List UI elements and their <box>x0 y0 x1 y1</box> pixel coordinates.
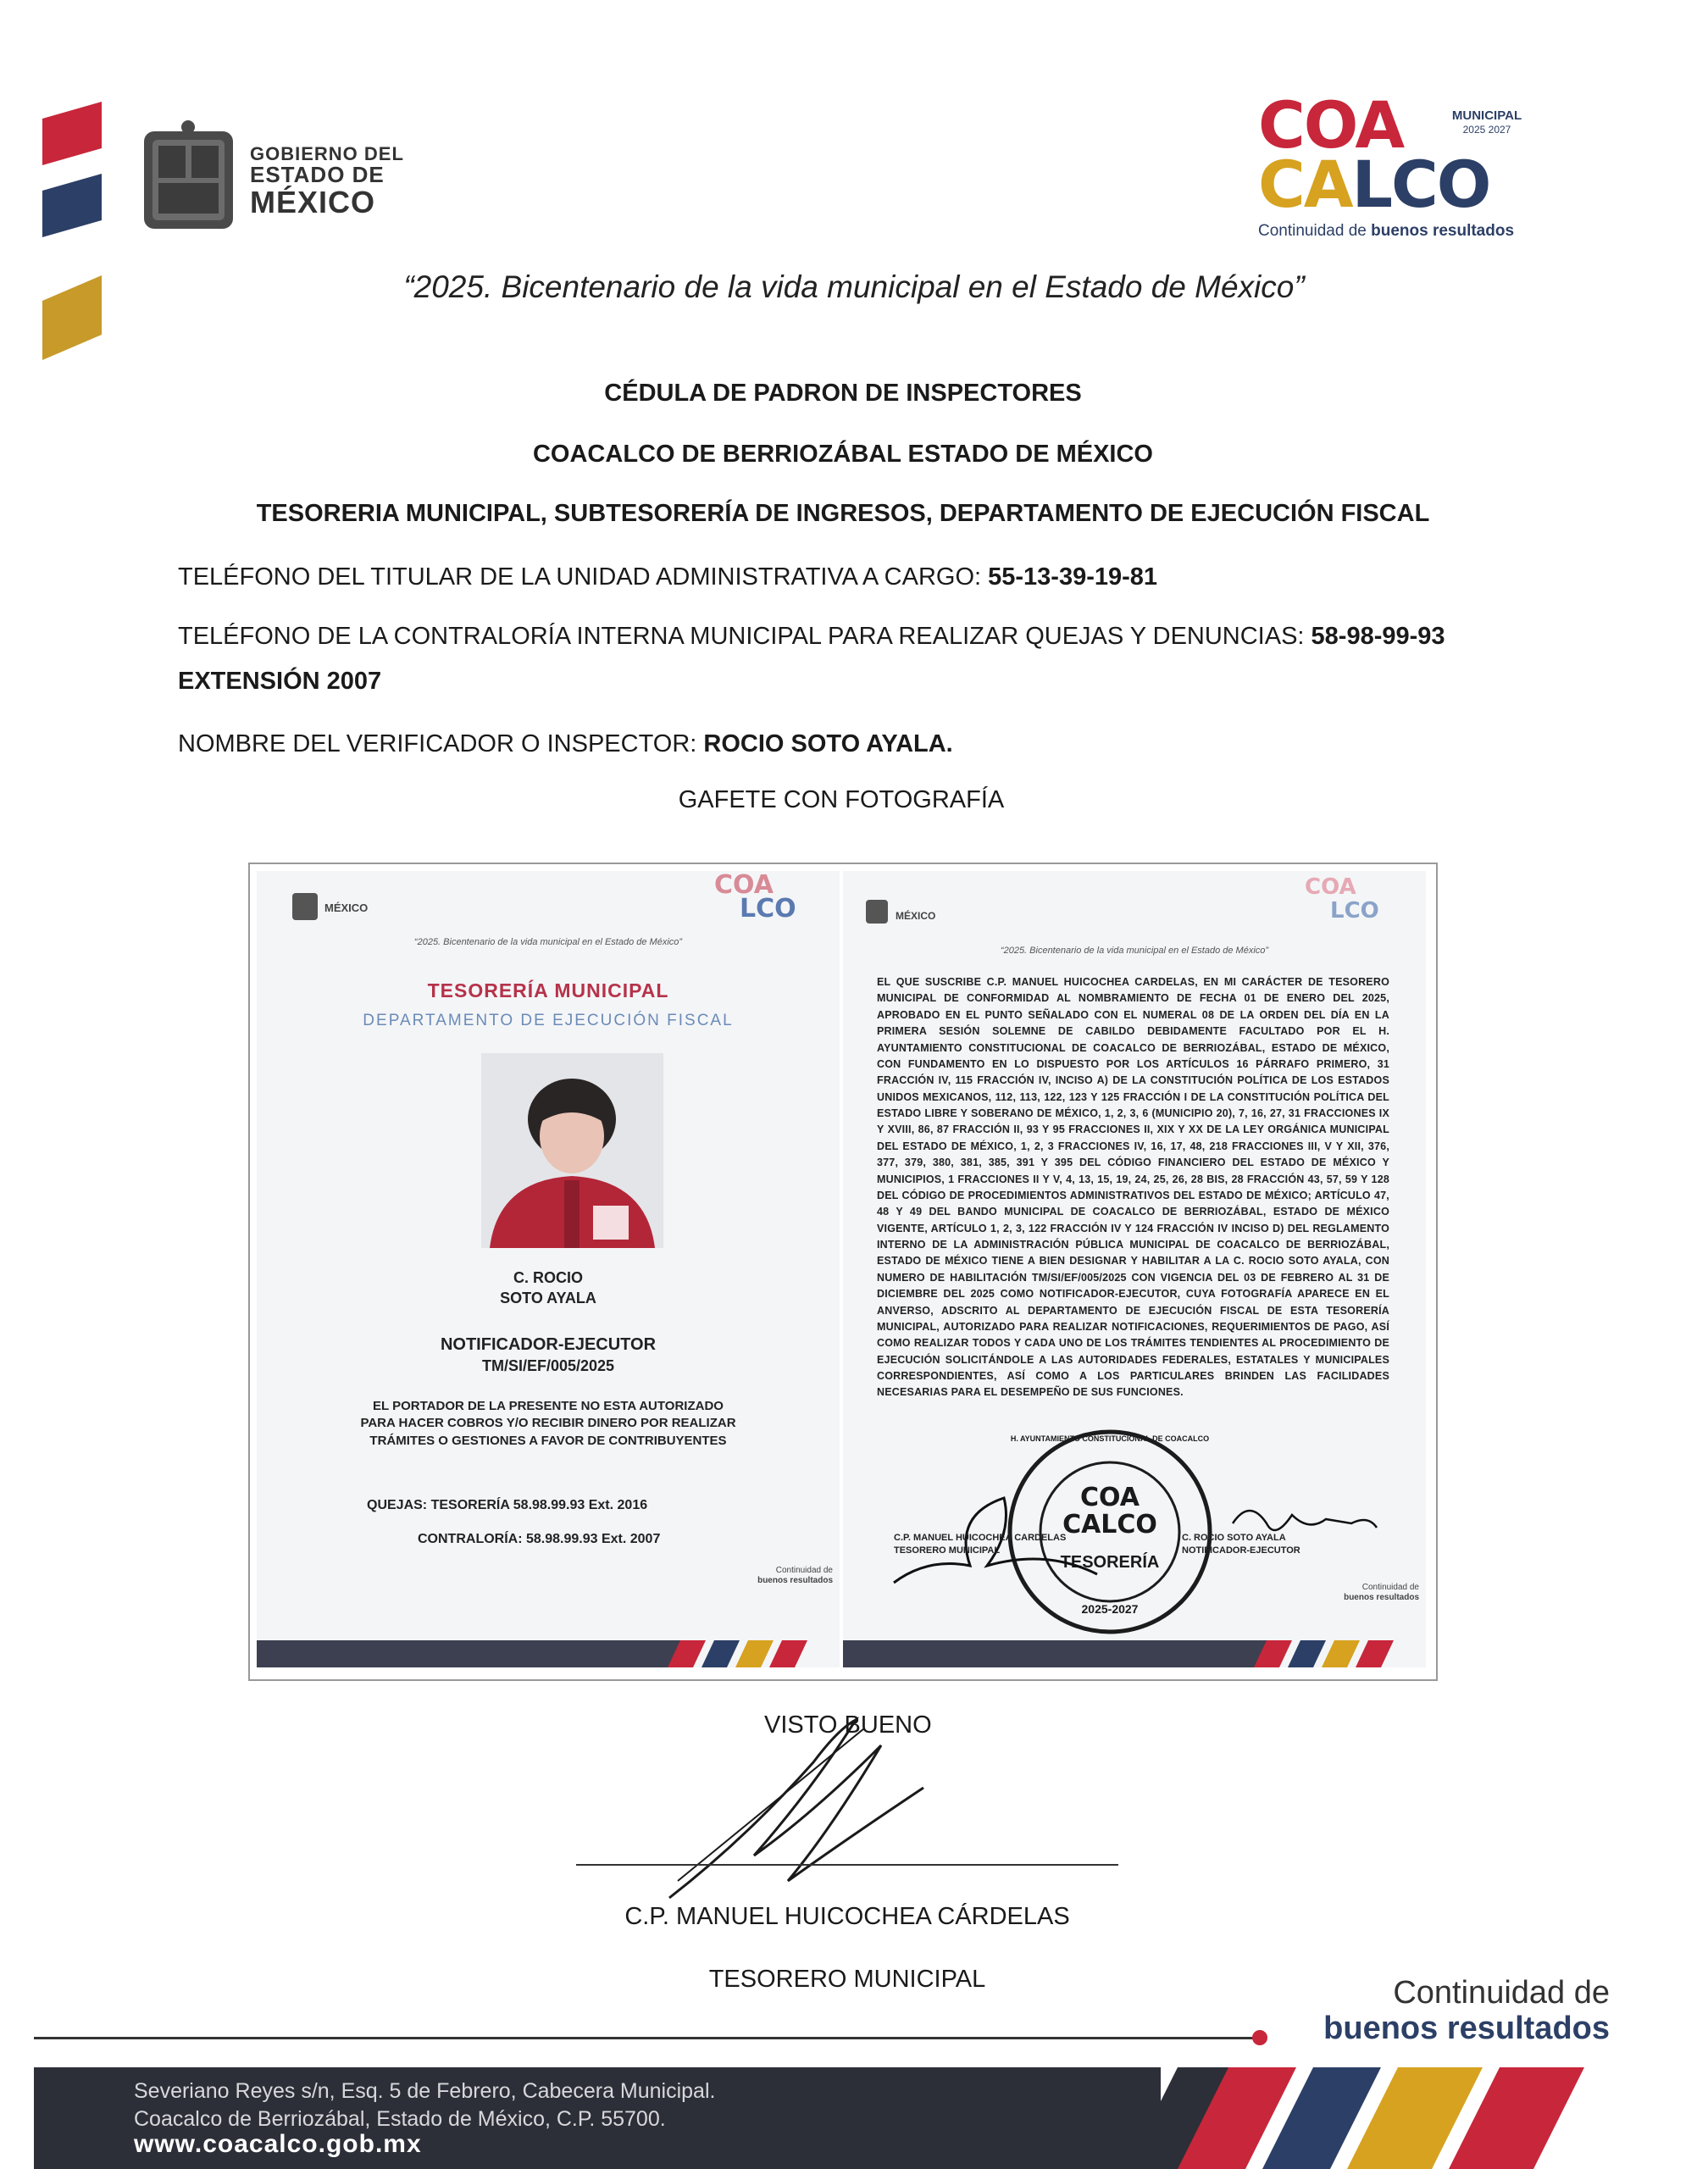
phone-contraloria-label: TELÉFONO DE LA CONTRALORÍA INTERNA MUNICIPAL PARA REALIZAR QUEJAS Y DENUNCIAS: <box>178 623 1312 650</box>
coa-logo-row1: COA <box>1258 87 1404 163</box>
left-strip-navy <box>42 174 102 241</box>
signature-line <box>576 1864 1118 1866</box>
gov-logo <box>140 119 411 237</box>
card-back-signer-left2: TESORERO MUNICIPAL <box>894 1545 1001 1556</box>
card-front-notice: EL PORTADOR DE LA PRESENTE NO ESTA AUTORIZADO PARA HACER COBROS Y/O RECIBIR DINERO POR REALIZAR TRÁMITES O GESTIONES A FAVOR DE CONTRIBUYENTES <box>360 1399 736 1448</box>
bicentenario-motto: “2025. Bicentenario de la vida municipal en el Estado de México” <box>403 269 1305 304</box>
inspector-label: NOMBRE DEL VERIFICADOR O INSPECTOR: <box>178 730 704 757</box>
card-front-quejas: QUEJAS: TESORERÍA 58.98.99.93 Ext. 2016 <box>367 1498 648 1512</box>
card-front-contraloria: CONTRALORÍA: 58.98.99.93 Ext. 2007 <box>418 1532 661 1546</box>
phone-titular-line <box>178 563 1157 591</box>
card-back-bottom-strip <box>843 1635 1426 1667</box>
doc-title-1: CÉDULA DE PADRON DE INSPECTORES <box>604 380 1082 407</box>
footer-rule <box>34 2037 1254 2039</box>
card-front-name1: C. ROCIO <box>513 1269 583 1286</box>
gov-line2: ESTADO DE <box>250 162 385 188</box>
card-front-tag1: Continuidad de <box>775 1566 833 1575</box>
seal-calco: CALCO <box>1062 1510 1157 1539</box>
phone-contraloria-line <box>178 623 1445 651</box>
card-front-coa2: LCO <box>740 894 796 924</box>
card-back-body: EL QUE SUSCRIBE C.P. MANUEL HUICOCHEA CARDELAS, EN MI CARÁCTER DE TESORERO MUNICIPAL DE CONFORMIDAD AL NOMBRAMIENTO DE FECHA 01 DE ENERO DEL 2025, APROBADO EN EL PUNTO SEÑALADO CON EL NUMERAL 08 DE LA ORDEN DEL DÍA EN LA PRIMERA SESIÓN SOLEMNE DE CABILDO DEBIDAMENTE FACULTADO POR EL H. AYUNTAMIENTO CONSTITUCIONAL DE COACALCO DE BERRIOZÁBAL, ESTADO DE MÉXICO, CON FUNDAMENTO EN LO DISPUESTO POR LOS ARTÍCULOS 16 PÁRRAFO PRIMERO, 31 FRACCIÓN IV, 115 FRACCIÓN IV, INCISO A) DE LA CONSTITUCIÓN POLÍTICA DE LOS ESTADOS UNIDOS MEXICANOS, 112, 113, 122, 123 Y 125 FRACCIÓN I DE LA CONSTITUCIÓN POLÍTICA DEL ESTADO LIBRE Y SOBERANO DE MÉXICO, 1, 2, 3, 6 (MUNICIPIO 20), 7, 16, 27, 31 FRACCIONES IX Y XVIII, 86, 87 FRACCIÓN II, 93 Y 95 FRACCIONES II, XIX Y XX DE LA LEY ORGÁNICA MUNICIPAL DEL ESTADO DE MÉXICO, 1, 2, 3 FRACCIONES IV, 16, 17, 48, 218 FRACCIONES III, V Y XII, 376, 377, 379, 380, 381, 385, 391 Y 395 DEL CÓDIGO FINANCIERO DEL ESTADO DE MÉXICO Y MUNICIPIOS, 1 FRACCIONES II Y V, 4, 13, 15, 19, 24, 25, 26, 28 BIS, 28 FRACCIÓN 43, 57, 59 Y 128 DEL CÓDIGO DE PROCEDIMIENTOS ADMINISTRATIVOS DEL ESTADO DE MÉXICO; ARTÍCULO 47, 48 Y 49 DEL BANDO MUNICIPAL DE COACALCO DE BERRIOZÁBAL, ESTADO DE MÉXICO VIGENTE, ARTÍCULO 1, 2, 3, 122 FRACCIÓN IV Y 124 FRACCIÓN IV INCISO D) DEL REGLAMENTO INTERNO DE LA ADMINISTRACIÓN PÚBLICA MUNICIPAL DE COACALCO DE BERRIOZÁBAL, ESTADO DE MÉXICO TIENE A BIEN DESIGNAR Y HABILITAR A LA C. ROCIO SOTO AYALA, CON NUMERO DE HABILITACIÓN TM/SI/EF/005/2025 CON VIGENCIA DEL 03 DE FEBRERO AL 31 DE DICIEMBRE DEL 2025 COMO NOTIFICADOR-EJECUTOR, CUYA FOTOGRAFÍA APARECE EN EL ANVERSO, ADSCRITO AL DEPARTAMENTO DE EJECUCIÓN FISCAL DE ESTA TESORERÍA MUNICIPAL, AUTORIZADO PARA REALIZAR NOTIFICACIONES, REQUERIMIENTOS DE PAGO, ASÍ COMO REALIZAR TODOS Y CADA UNO DE LOS TRÁMITES TENDIENTES AL PROCEDIMIENTO DE EJECUCIÓN SOLICITÁNDOLE A LAS AUTORIDADES FEDERALES, ESTATALES Y MUNICIPALES CORRESPONDIENTES, ASÍ COMO A LOS PARTICULARES BRINDEN LAS FACILIDADES NECESARIAS PARA EL DESEMPEÑO DE SUS FUNCIONES. <box>877 976 1389 1399</box>
signer-name: C.P. MANUEL HUICOCHEA CÁRDELAS <box>624 1903 1070 1930</box>
gafete-label: GAFETE CON FOTOGRAFÍA <box>678 786 1005 813</box>
card-front-tag2: buenos resultados <box>757 1576 833 1585</box>
extension: EXTENSIÓN 2007 <box>178 668 382 695</box>
seal-ring-text: H. AYUNTAMIENTO CONSTITUCIONAL DE COACALCO <box>1010 1434 1210 1443</box>
coa-tag-bold: buenos resultados <box>1371 222 1515 240</box>
treasurer-signature <box>644 1711 1000 1915</box>
left-strip-red <box>42 102 102 169</box>
doc-title-2: COACALCO DE BERRIOZÁBAL ESTADO DE MÉXICO <box>532 441 1153 468</box>
seal-years: 2025-2027 <box>1081 1602 1139 1616</box>
signer-title: TESORERO MUNICIPAL <box>708 1966 986 1993</box>
card-front-shield-icon <box>291 888 319 922</box>
coacalco-logo <box>1258 87 1546 246</box>
card-front-office: TESORERÍA MUNICIPAL <box>427 979 669 1001</box>
card-front-gov: MÉXICO <box>324 901 369 914</box>
footer-dot <box>1252 2030 1267 2045</box>
footer-address-line2: Coacalco de Berriozábal, Estado de México, C.P. 55700. <box>134 2107 666 2132</box>
gov-line1: GOBIERNO DEL <box>250 143 404 164</box>
id-card-photo <box>248 863 1438 1681</box>
card-back-motto: “2025. Bicentenario de la vida municipal en el Estado de México” <box>1000 946 1269 956</box>
coa-tag-prefix: Continuidad de <box>1258 222 1372 240</box>
card-back-gov: MÉXICO <box>896 910 936 922</box>
seal-coa: COA <box>1080 1483 1140 1512</box>
card-front-role: NOTIFICADOR-EJECUTOR <box>440 1335 657 1354</box>
id-card-back <box>843 871 1426 1667</box>
footer-url[interactable]: www.coacalco.gob.mx <box>134 2130 422 2158</box>
footer-address-line1: Severiano Reyes s/n, Esq. 5 de Febrero, Cabecera Municipal. <box>134 2079 716 2103</box>
state-shield-icon <box>140 119 237 233</box>
card-front-department: DEPARTAMENTO DE EJECUCIÓN FISCAL <box>363 1012 734 1029</box>
inspector-portrait <box>481 1053 663 1248</box>
inspector-value: ROCIO SOTO AYALA. <box>703 730 953 757</box>
card-back-signer-right1: C. ROCIO SOTO AYALA <box>1182 1533 1286 1543</box>
card-front-name2: SOTO AYALA <box>500 1290 596 1306</box>
gov-line3: MÉXICO <box>250 185 376 220</box>
visto-bueno: VISTO BUENO <box>764 1711 932 1739</box>
id-card-front <box>257 871 840 1667</box>
card-front-motto: “2025. Bicentenario de la vida municipal en el Estado de México” <box>413 937 683 947</box>
municipal-badge-years: 2025 2027 <box>1462 124 1511 136</box>
seal-tesoreria: TESORERÍA <box>1060 1553 1160 1572</box>
card-back-signer-right2: NOTIFICADOR-EJECUTOR <box>1182 1545 1300 1556</box>
phone-titular-value: 55-13-39-19-81 <box>988 563 1158 591</box>
coa-logo-row2b: LCO <box>1351 147 1490 222</box>
footer-color-stripes <box>1127 2067 1708 2169</box>
person-photo-icon <box>481 1053 663 1248</box>
phone-contraloria-value: 58-98-99-93 <box>1311 623 1445 650</box>
card-back-coa2: LCO <box>1330 898 1379 924</box>
phone-titular-label: TELÉFONO DEL TITULAR DE LA UNIDAD ADMINISTRATIVA A CARGO: <box>178 563 989 591</box>
card-front-coa1: COA <box>714 871 774 900</box>
card-front-bottom-strip <box>257 1635 840 1667</box>
card-back-shield-icon <box>864 896 890 925</box>
municipal-badge: MUNICIPAL <box>1451 108 1522 123</box>
inspector-line <box>178 730 953 758</box>
footer-motto-line1: Continuidad de <box>1393 1975 1610 2011</box>
doc-title-3: TESORERIA MUNICIPAL, SUBTESORERÍA DE INGRESOS, DEPARTAMENTO DE EJECUCIÓN FISCAL <box>256 500 1430 527</box>
card-back-signer-left1: C.P. MANUEL HUICOCHEA CARDELAS <box>894 1533 1067 1543</box>
card-back-tag1: Continuidad de <box>1361 1583 1419 1592</box>
footer-motto-line2: buenos resultados <box>1323 2010 1610 2046</box>
card-front-code: TM/SI/EF/005/2025 <box>481 1357 615 1374</box>
card-back-tag2: buenos resultados <box>1344 1593 1419 1602</box>
card-back-coa1: COA <box>1305 874 1356 900</box>
coa-logo-row2a: CA <box>1258 147 1352 222</box>
